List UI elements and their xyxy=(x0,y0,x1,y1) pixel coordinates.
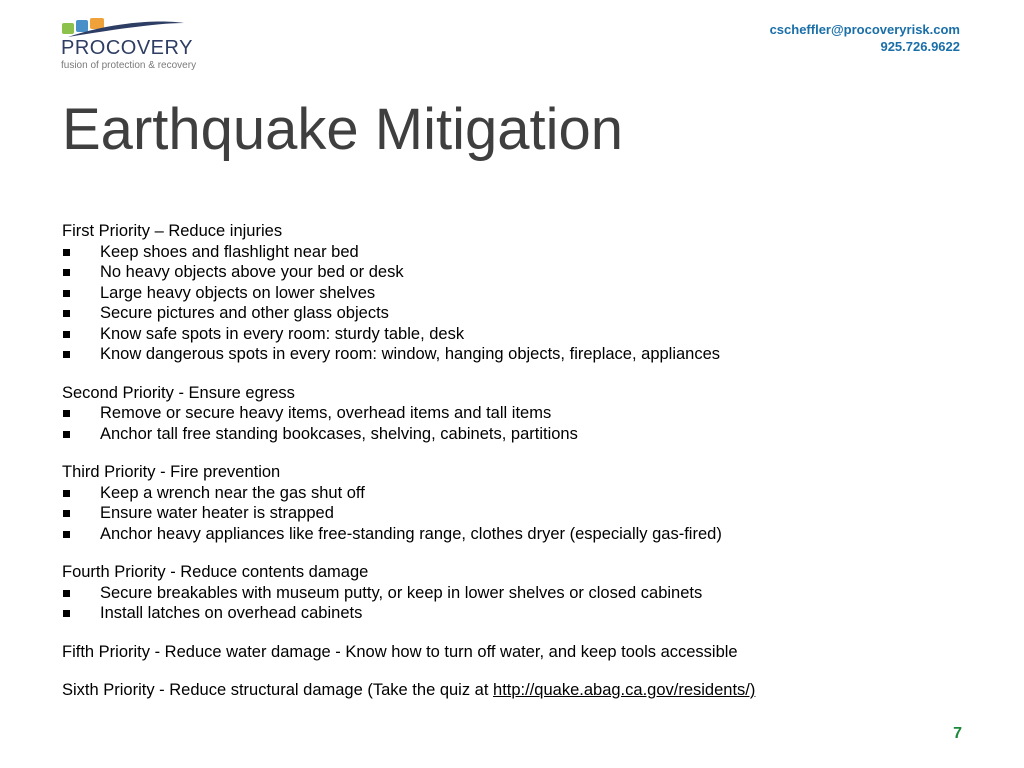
square-bullet-icon xyxy=(63,331,70,338)
square-bullet-icon xyxy=(63,310,70,317)
sixth-priority xyxy=(62,680,962,701)
list-item-text: Ensure water heater is strapped xyxy=(100,504,334,522)
list-item xyxy=(62,283,962,304)
square-bullet-icon xyxy=(63,531,70,538)
list-item-text: Secure breakables with museum putty, or keep in lower shelves or closed cabinets xyxy=(100,583,703,602)
list-item-text: Install latches on overhead cabinets xyxy=(100,604,363,622)
sixth-priority-text: Sixth Priority - Reduce structural damage (Take the quiz at xyxy=(62,681,494,699)
list-item-text: Anchor heavy appliances like free-standing range, clothes dryer (especially gas-fired) xyxy=(100,524,722,543)
priority-heading: First Priority – Reduce injuries xyxy=(62,222,283,240)
square-bullet-icon xyxy=(63,610,70,617)
bullet-list xyxy=(62,242,962,365)
square-bullet-icon xyxy=(63,351,70,358)
list-item-text: Large heavy objects on lower shelves xyxy=(100,283,376,302)
priority-heading: Fourth Priority - Reduce contents damage xyxy=(62,563,369,581)
list-item-text: No heavy objects above your bed or desk xyxy=(100,263,404,281)
page-number: 7 xyxy=(953,725,962,742)
list-item xyxy=(62,324,962,345)
bullet-list xyxy=(62,583,962,624)
list-item xyxy=(62,583,962,604)
priority-heading: Second Priority - Ensure egress xyxy=(62,383,295,402)
contact-info xyxy=(770,21,960,55)
priority-heading: Third Priority - Fire prevention xyxy=(62,463,281,481)
list-item xyxy=(62,303,962,324)
logo-name: PROCOVERY xyxy=(61,37,193,59)
list-item xyxy=(62,483,962,504)
procovery-logo xyxy=(58,17,208,77)
list-item xyxy=(62,424,962,445)
list-item xyxy=(62,524,962,545)
list-item xyxy=(62,262,962,283)
list-item-text: Anchor tall free standing bookcases, shelving, cabinets, partitions xyxy=(100,424,578,443)
contact-email[interactable]: cscheffler@procoveryrisk.com xyxy=(769,22,960,37)
square-bullet-icon xyxy=(63,290,70,297)
square-bullet-icon xyxy=(63,490,70,497)
priority-section xyxy=(62,462,962,544)
square-bullet-icon xyxy=(63,510,70,517)
list-item xyxy=(62,403,962,424)
list-item-text: Keep shoes and flashlight near bed xyxy=(100,242,359,261)
square-bullet-icon xyxy=(63,269,70,276)
quiz-link[interactable]: http://quake.abag.ca.gov/residents/) xyxy=(493,681,756,699)
logo-squares-swoosh-icon xyxy=(58,17,188,39)
list-item xyxy=(62,603,962,624)
priority-section xyxy=(62,383,962,445)
priority-section xyxy=(62,221,962,365)
priority-section xyxy=(62,562,962,624)
list-item xyxy=(62,503,962,524)
fifth-priority-text: Fifth Priority - Reduce water damage - Know how to turn off water, and keep tools accessible xyxy=(62,642,738,661)
slide-content xyxy=(62,221,962,719)
list-item-text: Remove or secure heavy items, overhead items and tall items xyxy=(100,404,552,422)
list-item xyxy=(62,344,962,365)
bullet-list xyxy=(62,403,962,444)
logo-tagline: fusion of protection & recovery xyxy=(61,60,197,71)
fifth-priority xyxy=(62,642,962,663)
priority-sections xyxy=(62,221,962,624)
list-item-text: Keep a wrench near the gas shut off xyxy=(100,483,365,502)
sixth-priority-line xyxy=(62,680,962,701)
list-item-text: Secure pictures and other glass objects xyxy=(100,304,389,322)
contact-phone: 925.726.9622 xyxy=(880,39,960,54)
square-bullet-icon xyxy=(63,410,70,417)
square-bullet-icon xyxy=(63,249,70,256)
bullet-list xyxy=(62,483,962,545)
list-item xyxy=(62,242,962,263)
list-item-text: Know dangerous spots in every room: window, hanging objects, fireplace, appliances xyxy=(100,345,721,363)
square-bullet-icon xyxy=(63,431,70,438)
list-item-text: Know safe spots in every room: sturdy table, desk xyxy=(100,324,465,343)
page-title: Earthquake Mitigation xyxy=(62,97,623,162)
square-bullet-icon xyxy=(63,590,70,597)
